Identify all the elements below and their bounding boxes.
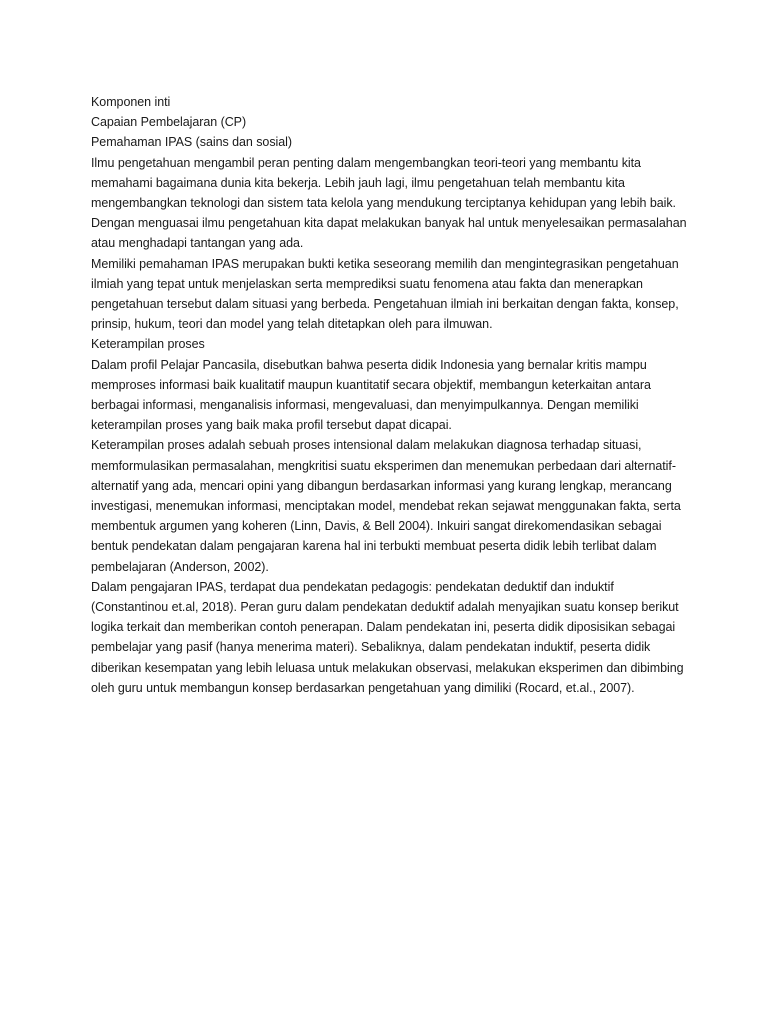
document-page bbox=[91, 92, 691, 698]
paragraph-keterampilan-proses: Keterampilan proses adalah sebuah proses intensional dalam melakukan diagnosa terhadap situasi, memformulasikan permasalahan, mengkritisi suatu eksperimen dan menemukan perbedaan dari alternatif- alternatif yang ada, mencari opini yang dibangun berdasarkan informasi yang kurang lengkap, merancang investigasi, menemukan informasi, menciptakan model, mendebat rekan sejawat menggunakan fakta, serta membentuk argumen yang koheren (Linn, Davis, & Bell 2004). Inkuiri sangat direkomendasikan sebagai bentuk pendekatan dalam pengajaran karena hal ini terbukti membuat peserta didik lebih terlibat dalam pembelajaran (Anderson, 2002). bbox=[91, 438, 681, 574]
paragraph-profil-pancasila: Dalam profil Pelajar Pancasila, disebutkan bahwa peserta didik Indonesia yang bernalar kritis mampu memproses informasi baik kualitatif maupun kuantitatif secara objektif, membangun keterkaitan antara berbagai informasi, menganalisis informasi, mengevaluasi, dan menyimpulkannya. Dengan memiliki keterampilan proses yang baik maka profil tersebut dapat dicapai. bbox=[91, 357, 651, 433]
heading-pemahaman-ipas: Pemahaman IPAS (sains dan sosial) bbox=[91, 135, 292, 150]
paragraph-ilmu-pengetahuan: Ilmu pengetahuan mengambil peran penting dalam mengembangkan teori-teori yang membantu kita memahami bagaimana dunia kita bekerja. Lebih jauh lagi, ilmu pengetahuan telah membantu kita mengembangkan teknologi dan sistem tata kelola yang mendukung terciptanya kehidupan yang lebih baik. Dengan menguasai ilmu pengetahuan kita dapat melakukan banyak hal untuk menyelesaikan permasalahan atau menghadapi tantangan yang ada. bbox=[91, 155, 687, 251]
paragraph-pendekatan-pedagogis: Dalam pengajaran IPAS, terdapat dua pendekatan pedagogis: pendekatan deduktif dan induktif (Constantinou et.al, 2018). Peran guru dalam pendekatan deduktif adalah menyajikan suatu konsep berikut logika terkait dan memberikan contoh penerapan. Dalam pendekatan ini, peserta didik diposisikan sebagai pembelajar yang pasif (hanya menerima materi). Sebaliknya, dalam pendekatan induktif, peserta didik diberikan kesempatan yang lebih leluasa untuk melakukan observasi, melakukan eksperimen dan dibimbing oleh guru untuk membangun konsep berdasarkan pengetahuan yang dimiliki (Rocard, et.al., 2007). bbox=[91, 579, 684, 695]
heading-komponen-inti: Komponen inti bbox=[91, 95, 171, 109]
heading-keterampilan-proses: Keterampilan proses bbox=[91, 337, 205, 352]
paragraph-pemahaman-ipas: Memiliki pemahaman IPAS merupakan bukti ketika seseorang memilih dan mengintegrasikan pengetahuan ilmiah yang tepat untuk menjelaskan serta memprediksi suatu fenomena atau fakta dan menerapkan pengetahuan tersebut dalam situasi yang berbeda. Pengetahuan ilmiah ini berkaitan dengan fakta, konsep, prinsip, hukum, teori dan model yang telah ditetapkan oleh para ilmuwan. bbox=[91, 256, 679, 332]
heading-capaian-pembelajaran: Capaian Pembelajaran (CP) bbox=[91, 115, 247, 130]
